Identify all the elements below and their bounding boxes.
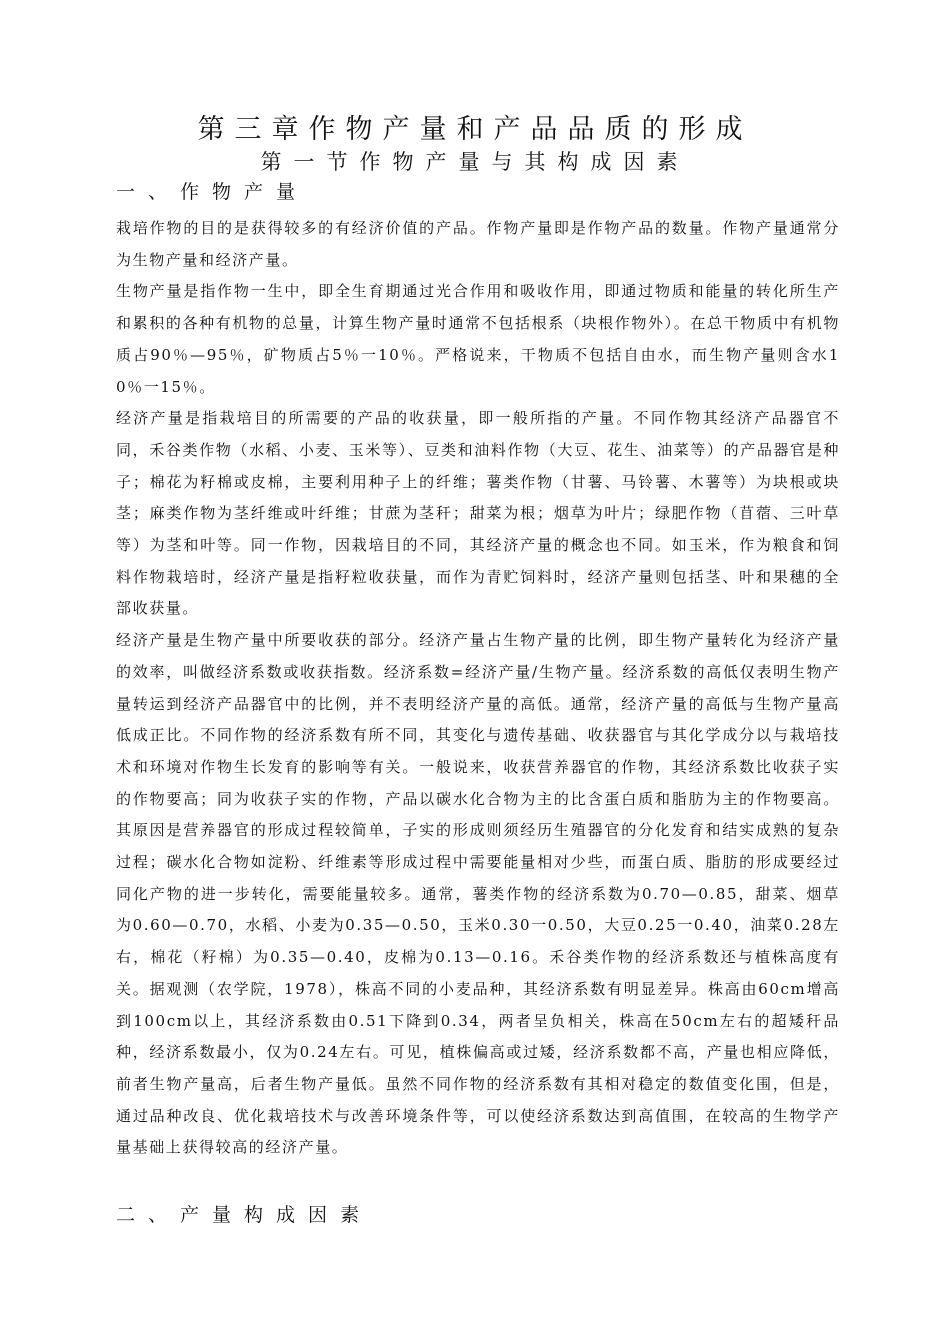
body-text [116,213,840,1164]
subheading-yield-components: 二、产量构成因素 [116,1204,373,1226]
chapter-title: 第三章作物产量和产品品质的形成 [197,114,753,145]
paragraph-economic-yield: 经济产量是指栽培目的所需要的产品的收获量，即一般所指的产量。不同作物其经济产品器官不同，禾谷类作物（水稻、小麦、玉米等）、豆类和油料作物（大豆、花生、油菜等）的产品器官是种子；棉花为籽棉或皮棉，主要利用种子上的纤维；薯类作物（甘薯、马铃薯、木薯等）为块根或块茎；麻类作物为茎纤维或叶纤维；甘蔗为茎秆；甜菜为根；烟草为叶片；绿肥作物（苜蓿、三叶草等）为茎和叶等。同一作物，因栽培目的不同，其经济产量的概念也不同。如玉米，作为粮食和饲料作物栽培时，经济产量是指籽粒收获量，而作为青贮饲料时，经济产量则包括茎、叶和果穗的全部收获量。 [116,409,840,618]
section-title: 第一节作物产量与其构成因素 [260,150,690,174]
paragraph-intro: 栽培作物的目的是获得较多的有经济价值的产品。作物产量即是作物产品的数量。作物产量通常分为生物产量和经济产量。 [116,219,840,269]
paragraph-economic-coefficient: 经济产量是生物产量中所要收获的部分。经济产量占生物产量的比例，即生物产量转化为经济产量的效率，叫做经济系数或收获指数。经济系数=经济产量/生物产量。经济系数的高低仅表明生物产量转运到经济产品器官中的比例，并不表明经济产量的高低。通常，经济产量的高低与生物产量高低成正比。不同作物的经济系数有所不同，其变化与遗传基础、收获器官与其化学成分以与栽培技术和环境对作物生长发育的影响等有关。一般说来，收获营养器官的作物，其经济系数比收获子实的作物要高；同为收获子实的作物，产品以碳水化合物为主的比含蛋白质和脂肪为主的作物要高。其原因是营养器官的形成过程较简单，子实的形成则须经历生殖器官的分化发育和结实成熟的复杂过程；碳水化合物如淀粉、纤维素等形成过程中需要能量相对少些，而蛋白质、脂肪的形成要经过同化产物的进一步转化，需要能量较多。通常，薯类作物的经济系数为0.70—0.85，甜菜、烟草为0.60—0.70，水稻、小麦为0.35—0.50，玉米0.30一0.50，大豆0.25一0.40，油菜0.28左右，棉花（籽棉）为0.35—0.40，皮棉为0.13—0.16。禾谷类作物的经济系数还与植株高度有关。据观测（农学院，1978），株高不同的小麦品种，其经济系数有明显差异。株高由60cm增高到100cm以上，其经济系数由0.51下降到0.34，两者呈负相关，株高在50cm左右的超矮秆品种，经济系数最小，仅为0.24左右。可见，植株偏高或过矮，经济系数都不高，产量也相应降低，前者生物产量高，后者生物产量低。虽然不同作物的经济系数有其相对稳定的数值变化围，但是，通过品种改良、优化栽培技术与改善环境条件等，可以使经济系数达到高值围，在较高的生物学产量基础上获得较高的经济产量。 [116,631,840,1157]
paragraph-biological-yield: 生物产量是指作物一生中，即全生育期通过光合作用和吸收作用，即通过物质和能量的转化所生产和累积的各种有机物的总量，计算生物产量时通常不包括根系（块根作物外）。在总干物质中有机物质占90％—95％，矿物质占5％一10％。严格说来，干物质不包括自由水，而生物产量则含水10％一15％。 [116,282,840,396]
subheading-crop-yield: 一、作物产量 [116,181,309,203]
